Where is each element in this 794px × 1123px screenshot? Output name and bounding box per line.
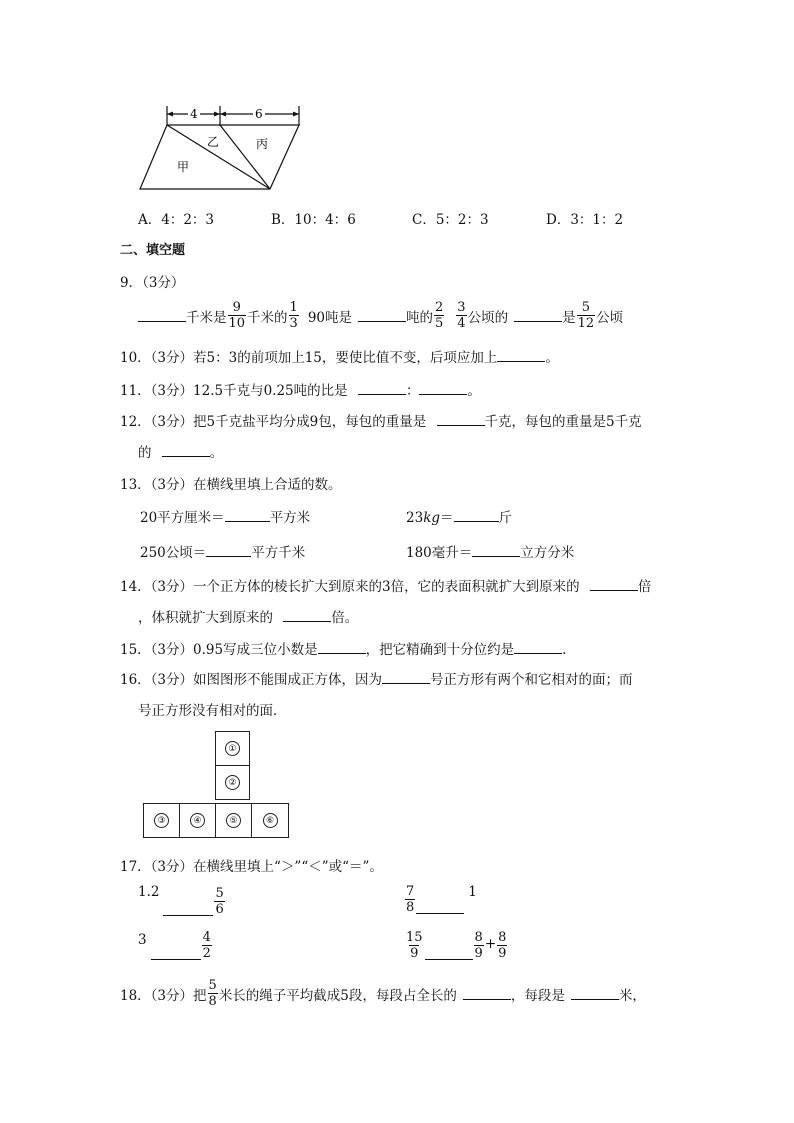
net-square-2: ②: [215, 765, 250, 800]
q14-line-1: 14．（3分）一个正方体的棱长扩大到原来的3倍，它的表面积就扩大到原来的 倍: [120, 579, 652, 595]
q15-blank-2[interactable]: [514, 641, 562, 654]
q15-blank-1[interactable]: [318, 641, 366, 654]
net-square-3: ③: [143, 803, 180, 838]
parallelogram-figure: [135, 100, 310, 195]
net-square-5: ⑤: [215, 803, 252, 838]
q14-line-2: ，体积就扩大到原来的 倍。: [138, 610, 359, 626]
q17-blank-c[interactable]: [151, 947, 201, 960]
q8-option-b: B．10：4：6: [271, 212, 356, 228]
q16-line-2: 号正方形没有相对的面．: [138, 703, 287, 719]
q13-row1-right: 23kg＝ 斤: [406, 510, 513, 526]
label-bing: 丙: [256, 137, 269, 151]
section-title: 二、填空题: [120, 243, 186, 258]
q9-blank-1[interactable]: [138, 309, 186, 322]
cube-net: [143, 731, 293, 841]
q13-blank-4[interactable]: [472, 544, 520, 557]
q12-line-2: 的 。: [138, 445, 224, 461]
q14-blank-2[interactable]: [283, 609, 331, 622]
q11-blank-1[interactable]: [358, 382, 406, 395]
q9-fraction-3: $\frac{2}{5}$: [435, 300, 444, 331]
q18-fraction: $\frac{5}{8}$: [208, 978, 217, 1009]
q9-blank-2[interactable]: [358, 309, 406, 322]
q13-blank-2[interactable]: [454, 509, 499, 522]
q16-line-1: 16．（3分）如图图形不能围成正方体，因为 号正方形有两个和它相对的面；而: [120, 672, 633, 688]
q17-blank-b[interactable]: [416, 901, 464, 914]
q13-stem: 13．（3分）在横线里填上合适的数。: [120, 477, 342, 493]
q13-blank-3[interactable]: [206, 544, 251, 557]
q18-blank-1[interactable]: [463, 987, 511, 1000]
q13-row1-left: 20平方厘米＝ 平方米: [140, 510, 311, 526]
q8-option-c: C．5：2：3: [412, 212, 489, 228]
q14-blank-1[interactable]: [590, 578, 638, 591]
net-square-6: ⑥: [251, 803, 289, 838]
q13-row2-right: 180毫升＝ 立方分米: [406, 545, 575, 561]
q17-item-d: $\frac{15}{9}$ $\frac{8}{9}$ + $\frac{8}{9}$: [406, 930, 507, 961]
q13-blank-1[interactable]: [225, 509, 270, 522]
q8-option-d: D．3：1：2: [546, 212, 624, 228]
q9-body: 千米是 $\frac{9}{10}$ 千米的 $\frac{1}{3}$ 90吨是 吨的 $\frac{2}{5}$ $\frac{3}{4}$ 公顷的 是 $\frac{5}{12}$ 公顷: [138, 301, 623, 330]
q12-blank-1[interactable]: [437, 413, 485, 426]
label-jia: 甲: [177, 160, 190, 174]
q10: 10．（3分）若5：3的前项加上15，要使比值不变，后项应加上 。: [120, 350, 559, 366]
q10-blank[interactable]: [497, 349, 545, 362]
q16-blank-1[interactable]: [382, 671, 430, 684]
q13-row2-left: 250公顷＝ 平方千米: [140, 545, 306, 561]
label-yi: 乙: [207, 135, 220, 149]
label-4: 4: [190, 107, 198, 121]
q9-label: 9．（3分）: [120, 275, 185, 291]
q8-option-a: A．4：2：3: [138, 212, 215, 228]
q17-stem: 17．（3分）在横线里填上“＞”“＜”或“＝”。: [120, 859, 383, 875]
q9-fraction-4: $\frac{3}{4}$: [457, 300, 466, 331]
q9-fraction-2: $\frac{1}{3}$: [289, 300, 298, 331]
q17-blank-a[interactable]: [163, 903, 213, 916]
net-square-1: ①: [215, 731, 250, 766]
label-6: 6: [255, 107, 263, 121]
q17-item-c: 3 $\frac{4}{2}$: [138, 930, 211, 961]
q9-fraction-5: $\frac{5}{12}$: [577, 300, 595, 331]
net-square-4: ④: [179, 803, 216, 838]
q9-fraction-1: $\frac{9}{10}$: [228, 300, 246, 331]
q18: 18．（3分）把 $\frac{5}{8}$ 米长的绳子平均截成5段，每段占全长的 ，每段是 米，: [120, 978, 646, 1009]
q17-item-b: $\frac{7}{8}$ 1: [406, 884, 477, 915]
q9-blank-3[interactable]: [514, 309, 562, 322]
q11-blank-2[interactable]: [419, 382, 467, 395]
q18-blank-2[interactable]: [571, 987, 619, 1000]
q17-blank-d[interactable]: [425, 947, 473, 960]
q11: 11．（3分）12.5千克与0.25吨的比是 ： 。: [120, 383, 481, 399]
q17-item-a: 1.2 $\frac{5}{6}$: [138, 884, 224, 917]
q12-blank-2[interactable]: [162, 444, 210, 457]
q12-line-1: 12．（3分）把5千克盐平均分成9包，每包的重量是 千克，每包的重量是5千克: [120, 414, 642, 430]
q15: 15．（3分）0.95写成三位小数是 ，把它精确到十分位约是 .: [120, 642, 567, 658]
